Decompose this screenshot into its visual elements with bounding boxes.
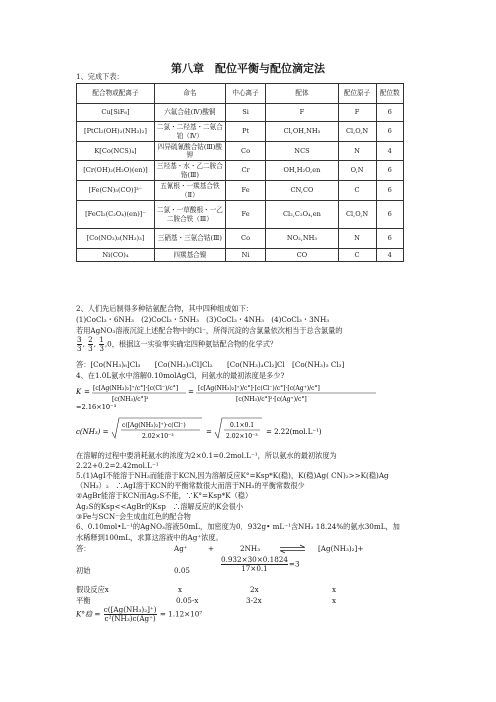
cell-coord-number: 4 bbox=[376, 142, 404, 161]
cell-ligand: CO bbox=[266, 249, 338, 262]
fraction-2-num: 2 bbox=[88, 335, 93, 344]
q6-eq-ag: 0.05-x bbox=[176, 596, 199, 605]
q6-kstab-value: = 1.12×10⁷ bbox=[159, 609, 203, 619]
cell-center-ion: Cr bbox=[225, 161, 266, 181]
fraction-3-den: 3 bbox=[99, 344, 104, 353]
cell-ligand: NO₂,NH₃ bbox=[266, 229, 338, 249]
cell-name: 二氯・二羟基・二氨合铂（Ⅳ） bbox=[154, 122, 225, 142]
q2-line1: 2、人们先后制得多种钴氨配合物，其中四种组成如下： bbox=[76, 304, 254, 313]
eq1-value: =2.16×10⁻³ bbox=[76, 403, 117, 411]
cell-ligand: F bbox=[266, 104, 338, 122]
eq1-mid-den: [c(NH₃)/c°]²·[c(Ag⁺)/c°] bbox=[236, 396, 307, 403]
cell-name: 四异硫氰酸合钴(Ⅲ)酸钾 bbox=[154, 142, 225, 161]
eq1-equals-2: = bbox=[188, 388, 194, 396]
q5-line4: Ag₂S的Ksp<<AgBr的Ksp ∴溶解反应的K会很小 bbox=[76, 502, 244, 511]
fraction-1-num: 3 bbox=[77, 335, 82, 344]
cell-complex: [Co(NO₂)₃(NH₃)₃] bbox=[77, 229, 155, 249]
cell-complex: Ni(CO)₄ bbox=[77, 249, 155, 262]
table-row bbox=[77, 161, 404, 181]
cell-ligand: Cl,OH,NH₃ bbox=[266, 122, 338, 142]
fraction-1 bbox=[77, 336, 82, 353]
fraction-2 bbox=[88, 336, 93, 353]
table-row bbox=[77, 122, 404, 142]
q2-line3: 若用AgNO₃溶液沉淀上述配合物中的Cl⁻，所得沉淀的含氯量依次相当于总含氯量的 bbox=[76, 326, 343, 335]
q6-eq-product: x bbox=[332, 596, 337, 605]
q6-initial-nh3-num: 0.932×30×0.1824 bbox=[221, 555, 288, 564]
cell-center-ion: Ni bbox=[225, 249, 266, 262]
eq1-mid-num: [c[Ag(NH₃)₂]⁺)/c°]·[c(Cl⁻)/c°]·[c(Ag⁺)/c°] bbox=[198, 385, 320, 392]
table-row bbox=[77, 201, 404, 229]
cell-center-ion: Si bbox=[225, 104, 266, 122]
q6-assume-nh3: 2x bbox=[250, 585, 259, 594]
cell-center-ion: Pt bbox=[225, 122, 266, 142]
cell-complex: [FeCl₂(C₂O₄)(en)]⁻ bbox=[77, 201, 155, 229]
cell-donor-atom: C bbox=[338, 249, 376, 262]
q5-line3: ②AgBr能溶于KCN而Ag₂S不能，∵K°=Ksp*K（稳） bbox=[76, 491, 253, 500]
cell-ligand: NCS bbox=[266, 142, 338, 161]
question-1-label: 1、完成下表： bbox=[76, 72, 124, 81]
header-donor-atom: 配位原子 bbox=[338, 84, 376, 104]
cell-ligand: CN,CO bbox=[266, 181, 338, 201]
fraction-2-den: 3 bbox=[88, 344, 93, 353]
cell-donor-atom: N bbox=[338, 229, 376, 249]
q5-line2: （NH₃）₂ ∴AgI溶于KCN的平衡常数很大而溶于NH₃的平衡常数很少 bbox=[76, 481, 305, 490]
q4-conc-line1: 在溶解的过程中要消耗氨水的浓度为2×0.1=0.2mol.L⁻¹，所以氨水的最初浓度为 bbox=[76, 451, 337, 460]
cell-donor-atom: N bbox=[338, 142, 376, 161]
eq2-frac2-num: 0.1×0.1 bbox=[230, 422, 255, 429]
header-center-ion: 中心离子 bbox=[225, 84, 266, 104]
fraction-1-den: 3 bbox=[77, 344, 82, 353]
q2-line4: $\frac{3}{3}$ , $\frac{2}{3}$ , $\frac{1}{3}$ ,0，根据这一实验事实确定四种氨钴配合物的化学式？ bbox=[77, 335, 278, 353]
q4-equations bbox=[76, 382, 420, 454]
q4-line1: 4、在1.0L氨水中溶解0.10molAgCl，问氨水的最初浓度是多少? bbox=[76, 371, 285, 380]
cell-name: 三硝基・三氨合钴(Ⅲ) bbox=[154, 229, 225, 249]
cell-name: 三羟基・水・乙二胺合铬(Ⅲ) bbox=[154, 161, 225, 181]
eq2-lhs: c(NH₃) = bbox=[76, 428, 109, 436]
q6-answer-label: 答： bbox=[76, 544, 91, 553]
q6-kstab-num: c([Ag(NH₃)₂]⁺) bbox=[103, 605, 157, 614]
cell-donor-atom: C bbox=[338, 181, 376, 201]
q6-initial-label: 初始 bbox=[76, 566, 91, 575]
cell-name: 二氯・一草酸根・一乙二胺合铁（Ⅲ） bbox=[154, 201, 225, 229]
cell-ligand: OH,H₂O,en bbox=[266, 161, 338, 181]
q6-initial-ag: 0.05 bbox=[174, 566, 191, 575]
cell-complex: K[Co(NCS)₄] bbox=[77, 142, 155, 161]
cell-coord-number: 6 bbox=[376, 104, 404, 122]
q6-kstab-den: c²(NH₃)c(Ag⁺) bbox=[104, 614, 156, 623]
q6-kstab-equation bbox=[76, 606, 202, 623]
cell-name: 四羰基合镍 bbox=[154, 249, 225, 262]
cell-complex: [Fe(CN)₅(CO)]³⁻ bbox=[77, 181, 155, 201]
cell-complex: [Cr(OH)₂(H₂O)(en)] bbox=[77, 161, 155, 181]
table-row bbox=[77, 249, 404, 262]
fraction-3-num: 1 bbox=[99, 335, 104, 344]
q6-plus: + bbox=[208, 544, 215, 553]
q6-assume-product: x bbox=[332, 585, 337, 594]
q6-initial-nh3-den: 17×0.1 bbox=[241, 564, 268, 573]
cell-donor-atom: F bbox=[338, 104, 376, 122]
q6-line1: 6、0.10mol•L⁻¹的AgNO₃溶液50mL，加密度为0．932g• mL⁻¹含NH₃ 18.24%的氨水30mL，加 bbox=[76, 522, 400, 531]
cell-donor-atom: Cl,O,N bbox=[338, 122, 376, 142]
eq1-equals: = bbox=[84, 388, 90, 396]
header-coord-number: 配位数 bbox=[376, 84, 404, 104]
cell-coord-number: 6 bbox=[376, 229, 404, 249]
header-ligand: 配体 bbox=[266, 84, 338, 104]
q5-line1: 5.(1)AgI不能溶于NH₃而能溶于KCN,因为溶解反应K°=Ksp*K(稳)，K(稳)Ag( CN)₂>>K(稳)Ag bbox=[76, 471, 389, 480]
q6-initial-nh3 bbox=[220, 556, 300, 573]
q4-conc-line2: 2.22+0.2=2.42mol.L⁻¹ bbox=[76, 461, 159, 470]
table-row bbox=[77, 181, 404, 201]
cell-center-ion: Fe bbox=[225, 181, 266, 201]
eq1-den: [c(NH₃)/c°]² bbox=[112, 396, 149, 403]
q6-kstab-frac bbox=[104, 606, 157, 623]
q6-initial-nh3-frac bbox=[221, 556, 288, 573]
cell-center-ion: Co bbox=[225, 142, 266, 161]
fraction-3 bbox=[99, 336, 104, 353]
cell-coord-number: 6 bbox=[376, 181, 404, 201]
cell-coord-number: 4 bbox=[376, 249, 404, 262]
cell-name: 五氰根・一羰基合铁（Ⅱ） bbox=[154, 181, 225, 201]
q6-reactant-nh3: 2NH₃ bbox=[240, 544, 261, 553]
eq1-k-symbol: K bbox=[76, 388, 82, 396]
cell-complex: Cu[SiF₆] bbox=[77, 104, 155, 122]
coordination-table bbox=[76, 83, 404, 262]
cell-donor-atom: O,N bbox=[338, 161, 376, 181]
q2-answer: 答：[Co(NH₃)₆]Cl₃ [Co(NH₃)₅Cl]Cl₂ [Co(NH₃)₄Cl₂]Cl [Co(NH₃)₃ Cl₃] bbox=[76, 360, 345, 369]
q6-assume-ag: x bbox=[178, 585, 183, 594]
cell-coord-number: 6 bbox=[376, 122, 404, 142]
eq2-result: = 2.22(mol.L⁻¹) bbox=[266, 428, 322, 436]
q5-line5: ③Fe与SCN⁻会生成血红色的配合物 bbox=[76, 512, 191, 521]
q6-eq-label: 平衡 bbox=[76, 596, 91, 605]
header-name: 命名 bbox=[154, 84, 225, 104]
cell-center-ion: Fe bbox=[225, 201, 266, 229]
cell-coord-number: 6 bbox=[376, 201, 404, 229]
q6-kstab-lhs: K°稳 = bbox=[76, 609, 101, 619]
chapter-title: 第八章 配位平衡与配位滴定法 bbox=[171, 62, 325, 75]
q2-line4-tail: ,0，根据这一实验事实确定四种氨钴配合物的化学式？ bbox=[104, 339, 278, 349]
cell-complex: [PtCl₂(OH)₂(NH₃)₂] bbox=[77, 122, 155, 142]
equilibrium-arrow-icon bbox=[278, 544, 308, 554]
q6-reactant-ag: Ag⁺ bbox=[174, 544, 188, 553]
table-body bbox=[77, 104, 404, 262]
eq1-num: [c[Ag(NH₃)₂]⁺/c°]·[c(Cl⁻)/c°] bbox=[93, 385, 179, 392]
q6-line2: 水稀释到100mL，求算这溶液中的Ag⁺浓度。 bbox=[76, 533, 223, 542]
q6-assume-label: 假设反应x bbox=[76, 585, 109, 594]
cell-donor-atom: Cl,O,N bbox=[338, 201, 376, 229]
q2-line2: (1)CoCl₃・6NH₃ (2)CoCl₃・5NH₃ (3)CoCl₃・4NH₃ (4)CoCl₃・3NH₃ bbox=[76, 315, 330, 324]
table-header-row bbox=[77, 84, 404, 104]
header-complex: 配合物或配离子 bbox=[77, 84, 155, 104]
eq2-frac2-den: 2.02×10⁻³ bbox=[226, 433, 258, 440]
cell-name: 六氟合硅(Ⅳ)酸铜 bbox=[154, 104, 225, 122]
cell-coord-number: 6 bbox=[376, 161, 404, 181]
q6-initial-nh3-eq: =3 bbox=[288, 559, 300, 569]
cell-center-ion: Co bbox=[225, 229, 266, 249]
q6-eq-nh3: 3-2x bbox=[246, 596, 262, 605]
cell-ligand: Cl₂,C₂O₄,en bbox=[266, 201, 338, 229]
eq2-equals: = bbox=[206, 428, 212, 436]
q6-product: [Ag(NH₃)₂]+ bbox=[318, 544, 364, 553]
table-row bbox=[77, 104, 404, 122]
eq2-frac1-num: c([Ag(NH₃)₂]⁺)·c(Cl⁻) bbox=[122, 422, 186, 429]
table-row bbox=[77, 229, 404, 249]
table-row bbox=[77, 142, 404, 161]
eq2-frac1-den: 2.02×10⁻³ bbox=[142, 433, 174, 440]
